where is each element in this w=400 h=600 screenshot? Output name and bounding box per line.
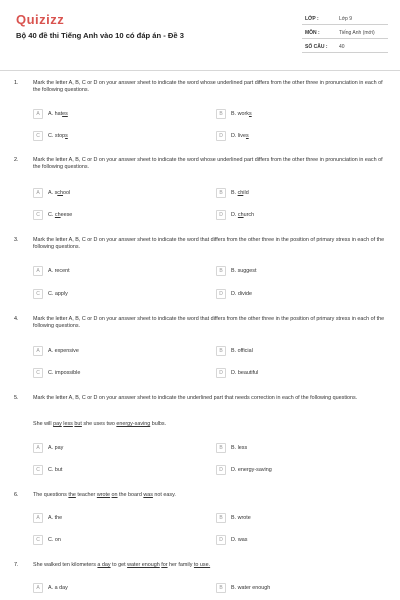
question-number: 4.: [14, 316, 19, 322]
option-letter-box: B: [216, 266, 226, 276]
meta-label: LỚP :: [305, 16, 319, 22]
option-text: B. water enough: [231, 585, 271, 591]
option-letter-box: A: [33, 346, 43, 356]
option-text: A. recent: [48, 268, 70, 274]
question-number: 3.: [14, 237, 19, 243]
option-text: D. was: [231, 537, 248, 543]
question-text: Mark the letter A, B, C or D on your answer sheet to indicate the underlined part that needs correction in each of the following questions.: [33, 395, 358, 401]
option-text: D. beautiful: [231, 370, 259, 376]
option-letter-box: B: [216, 188, 226, 198]
option-text: C. but: [48, 467, 63, 473]
page-title: Bộ 40 đề thi Tiếng Anh vào 10 có đáp án - Đề 3: [16, 31, 184, 40]
option-letter-box: A: [33, 513, 43, 523]
option-letter-box: C: [33, 210, 43, 220]
option-text: B. child: [231, 190, 249, 196]
meta-row-class: [302, 14, 388, 25]
option-letter-box: B: [216, 346, 226, 356]
option-letter-box: C: [33, 465, 43, 475]
worksheet-header: [0, 0, 400, 72]
meta-row-count: [302, 42, 388, 53]
option-text: B. less: [231, 445, 248, 451]
question-number: 2.: [14, 157, 19, 163]
option-letter-box: C: [33, 131, 43, 141]
option-text: C. cheese: [48, 212, 73, 218]
question-text: Mark the letter A, B, C or D on your answer sheet to indicate the word whose underlined part differs from the other three in pronunciation in each of the following questions.: [33, 157, 383, 171]
meta-value: 40: [339, 44, 345, 50]
option-text: D. church: [231, 212, 255, 218]
option-text: A. hates: [48, 111, 68, 117]
option-text: A. the: [48, 515, 63, 521]
question-number: 6.: [14, 492, 19, 498]
option-letter-box: B: [216, 583, 226, 593]
option-letter-box: B: [216, 443, 226, 453]
meta-value: Lớp 9: [339, 16, 353, 22]
option-text: A. pay: [48, 445, 64, 451]
option-letter-box: D: [216, 368, 226, 378]
option-letter-box: C: [33, 289, 43, 299]
quizizz-logo: Quizizz: [16, 12, 65, 27]
option-letter-box: A: [33, 109, 43, 119]
option-text: A. a day: [48, 585, 68, 591]
question-sentence: The questions the teacher wrote on the board was not easy.: [33, 492, 176, 498]
option-letter-box: D: [216, 289, 226, 299]
option-text: C. apply: [48, 291, 68, 297]
question-sentence: She will pay less but she uses two energy-saving bulbs.: [33, 421, 167, 427]
option-text: C. impossible: [48, 370, 81, 376]
question-number: 5.: [14, 395, 19, 401]
option-text: C. stops: [48, 133, 68, 139]
option-text: B. official: [231, 348, 253, 354]
option-text: D. divide: [231, 291, 252, 297]
option-letter-box: A: [33, 188, 43, 198]
option-text: D. lives: [231, 133, 249, 139]
option-letter-box: D: [216, 131, 226, 141]
option-letter-box: B: [216, 109, 226, 119]
header-divider: [0, 70, 400, 71]
question-number: 1.: [14, 80, 19, 86]
meta-label: MÔN :: [305, 30, 320, 36]
option-letter-box: C: [33, 368, 43, 378]
option-letter-box: A: [33, 583, 43, 593]
option-letter-box: A: [33, 443, 43, 453]
option-text: B. wrote: [231, 515, 251, 521]
question-sentence: She walked ten kilometers a day to get water enough for her family to use.: [33, 562, 211, 568]
option-letter-box: D: [216, 210, 226, 220]
meta-row-subject: [302, 28, 388, 39]
meta-label: SỐ CÂU :: [305, 44, 328, 50]
question-number: 7.: [14, 562, 19, 568]
option-text: A. school: [48, 190, 71, 196]
option-text: B. suggest: [231, 268, 257, 274]
option-text: D. energy-saving: [231, 467, 272, 473]
option-text: B. works: [231, 111, 252, 117]
option-text: A. expensive: [48, 348, 79, 354]
question-text: Mark the letter A, B, C or D on your answer sheet to indicate the word whose underlined part differs from the other three in pronunciation in each of the following questions.: [33, 80, 383, 94]
question-text: Mark the letter A, B, C or D on your answer sheet to indicate the word that differs from the other three in the position of primary stress in each of the following questions.: [33, 237, 385, 251]
option-letter-box: B: [216, 513, 226, 523]
option-letter-box: A: [33, 266, 43, 276]
option-letter-box: D: [216, 535, 226, 545]
meta-value: Tiếng Anh (mới): [339, 30, 375, 36]
option-letter-box: D: [216, 465, 226, 475]
question-text: Mark the letter A, B, C or D on your answer sheet to indicate the word that differs from the other three in the position of primary stress in each of the following questions.: [33, 316, 385, 330]
option-letter-box: C: [33, 535, 43, 545]
option-text: C. on: [48, 537, 61, 543]
